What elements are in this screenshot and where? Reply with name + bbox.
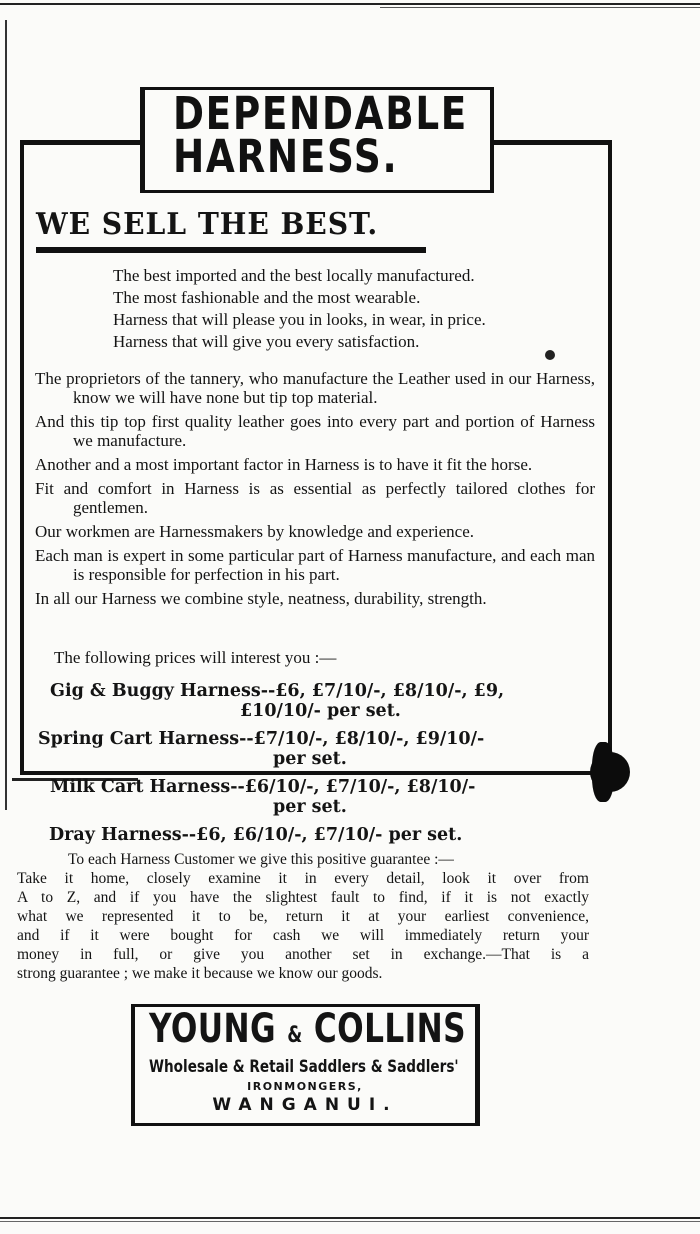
- price-item-dray: [38, 825, 598, 845]
- prices-intro: The following prices will interest you :—: [54, 648, 337, 667]
- guarantee-line: A to Z, and if you have the slightest fault to find, if it is not exactly: [17, 889, 589, 906]
- price-line: Spring Cart Harness--£7/10/-, £8/10/-, £9/10/-: [38, 729, 485, 749]
- price-list: [38, 681, 598, 853]
- headline-line-2: HARNESS.: [173, 130, 399, 183]
- price-line-continued: £10/10/- per set.: [240, 701, 401, 721]
- guarantee-line: what we represented it to be, return it at your earliest convenience,: [17, 908, 589, 925]
- price-item-milk-cart: [38, 777, 598, 817]
- guarantee-text: [17, 850, 589, 983]
- top-rule-secondary: [380, 7, 700, 8]
- advertiser-name: [149, 1006, 467, 1056]
- intro-line: Harness that will give you every satisfaction.: [113, 332, 420, 351]
- intro-line: The most fashionable and the most wearable.: [113, 288, 421, 307]
- subheadline: WE SELL THE BEST.: [36, 207, 379, 242]
- advertiser-box: [131, 1004, 480, 1126]
- intro-line: The best imported and the best locally manufactured.: [113, 266, 475, 285]
- advertiser-name-part-2: COLLINS: [313, 1006, 467, 1052]
- advertiser-inner: [135, 1007, 475, 1234]
- body-paragraph: Fit and comfort in Harness is as essential as perfectly tailored clothes for gentlemen.: [35, 479, 595, 517]
- price-line: Milk Cart Harness--£6/10/-, £7/10/-, £8/10/-: [50, 777, 476, 797]
- guarantee-line: Take it home, closely examine it in every detail, look it over from: [17, 870, 589, 887]
- body-paragraph: Another and a most important factor in Harness is to have it fit the horse.: [35, 455, 533, 474]
- subheadline-underline: [36, 247, 426, 253]
- guarantee-line: To each Harness Customer we give this positive guarantee :—: [68, 851, 454, 868]
- top-rule: [0, 3, 700, 5]
- body-paragraph: The proprietors of the tannery, who manufacture the Leather used in our Harness, know we will have none but tip top material.: [35, 369, 595, 407]
- ink-spot: [545, 350, 555, 360]
- price-line-continued: per set.: [273, 797, 347, 817]
- body-paragraph: In all our Harness we combine style, neatness, durability, strength.: [35, 589, 487, 608]
- advertiser-town: WANGANUI.: [212, 1095, 398, 1115]
- guarantee-line: strong guarantee ; we make it because we know our goods.: [17, 965, 383, 982]
- left-margin-rule: [5, 20, 7, 810]
- guarantee-line: and if it were bought for cash we will immediately return your: [17, 927, 589, 944]
- price-item-gig-buggy: [38, 681, 598, 721]
- advertiser-ironmongers: IRONMONGERS,: [247, 1080, 363, 1093]
- price-line: Gig & Buggy Harness--£6, £7/10/-, £8/10/-, £9,: [50, 681, 505, 701]
- bottom-rule-secondary: [0, 1221, 700, 1222]
- advertiser-ampersand: &: [287, 1023, 303, 1048]
- bottom-rule: [0, 1217, 700, 1219]
- headline-line-1: DEPENDABLE: [173, 87, 468, 140]
- body-paragraph: Our workmen are Harnessmakers by knowledge and experience.: [35, 522, 474, 541]
- advertiser-name-part-1: YOUNG: [149, 1006, 277, 1052]
- body-paragraphs: [35, 369, 595, 613]
- ink-blot: [592, 742, 614, 802]
- body-paragraph: And this tip top first quality leather goes into every part and portion of Harness we manufacture.: [35, 412, 595, 450]
- headline-box: [140, 87, 494, 193]
- price-item-spring-cart: [38, 729, 598, 769]
- intro-line: Harness that will please you in looks, in wear, in price.: [113, 310, 486, 329]
- body-paragraph: Each man is expert in some particular part of Harness manufacture, and each man is responsible for perfection in his part.: [35, 546, 595, 584]
- price-line: Dray Harness--£6, £6/10/-, £7/10/- per set.: [49, 825, 463, 845]
- headline: [173, 87, 468, 183]
- advertiser-trade: Wholesale & Retail Saddlers & Saddlers': [149, 1057, 459, 1077]
- intro-lines: [113, 265, 593, 353]
- guarantee-line: money in full, or give you another set in exchange.—That is a: [17, 946, 589, 963]
- price-line-continued: per set.: [273, 749, 347, 769]
